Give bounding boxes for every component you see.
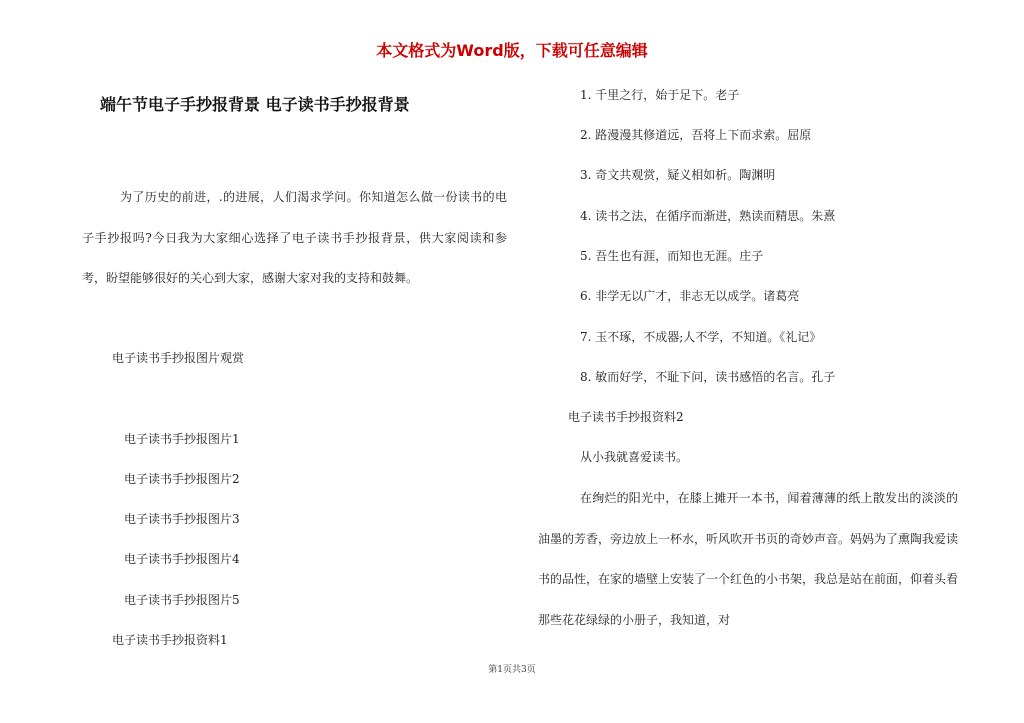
picture-caption-5: 电子读书手抄报图片5	[124, 593, 240, 607]
picture-caption-1: 电子读书手抄报图片1	[124, 432, 240, 446]
word-format-banner: 本文格式为Word版，下载可任意编辑	[376, 41, 648, 60]
section-material1-heading: 电子读书手抄报资料1	[112, 633, 228, 647]
page-number-footer: 第1页共3页	[488, 665, 536, 675]
quote-7: 7. 玉不琢，不成器;人不学，不知道。《礼记》	[580, 330, 822, 344]
reading-paragraph-1: 从小我就喜爱读书。	[580, 450, 689, 464]
document-title: 端午节电子手抄报背景 电子读书手抄报背景	[100, 95, 410, 114]
quote-4: 4. 读书之法，在循序而渐进，熟读而精思。朱熹	[580, 209, 836, 223]
quote-5: 5. 吾生也有涯，而知也无涯。庄子	[580, 249, 764, 263]
picture-caption-3: 电子读书手抄报图片3	[124, 512, 240, 526]
picture-caption-4: 电子读书手抄报图片4	[124, 552, 240, 566]
quote-8: 8. 敏而好学，不耻下问，读书感悟的名言。孔子	[580, 370, 836, 384]
section-gallery-heading: 电子读书手抄报图片观赏	[112, 351, 245, 365]
picture-caption-2: 电子读书手抄报图片2	[124, 472, 240, 486]
quote-1: 1. 千里之行，始于足下。老子	[580, 88, 740, 102]
reading-paragraph-2: 在绚烂的阳光中，在膝上摊开一本书，闻着薄薄的纸上散发出的淡淡的油墨的芳香，旁边放上一杯水，听风吹开书页的奇妙声音。妈妈为了熏陶我爱读书的品性，在家的墙壁上安装了一个红色的小书架，我总是站在前面，仰着头看那些花花绿绿的小册子，我知道，对	[538, 491, 959, 627]
intro-paragraph: 为了历史的前进，.的进展，人们渴求学问。你知道怎么做一份读书的电子手抄报吗?今日我为大家细心选择了电子读书手抄报背景，供大家阅读和参考，盼望能够很好的关心到大家，感谢大家对我的支持和鼓舞。	[82, 190, 507, 285]
quote-2: 2. 路漫漫其修道远，吾将上下而求索。屈原	[580, 128, 812, 142]
quote-6: 6. 非学无以广才，非志无以成学。诸葛亮	[580, 289, 800, 303]
quote-3: 3. 奇文共观赏，疑义相如析。陶渊明	[580, 168, 776, 182]
section-material2-heading: 电子读书手抄报资料2	[568, 410, 684, 424]
